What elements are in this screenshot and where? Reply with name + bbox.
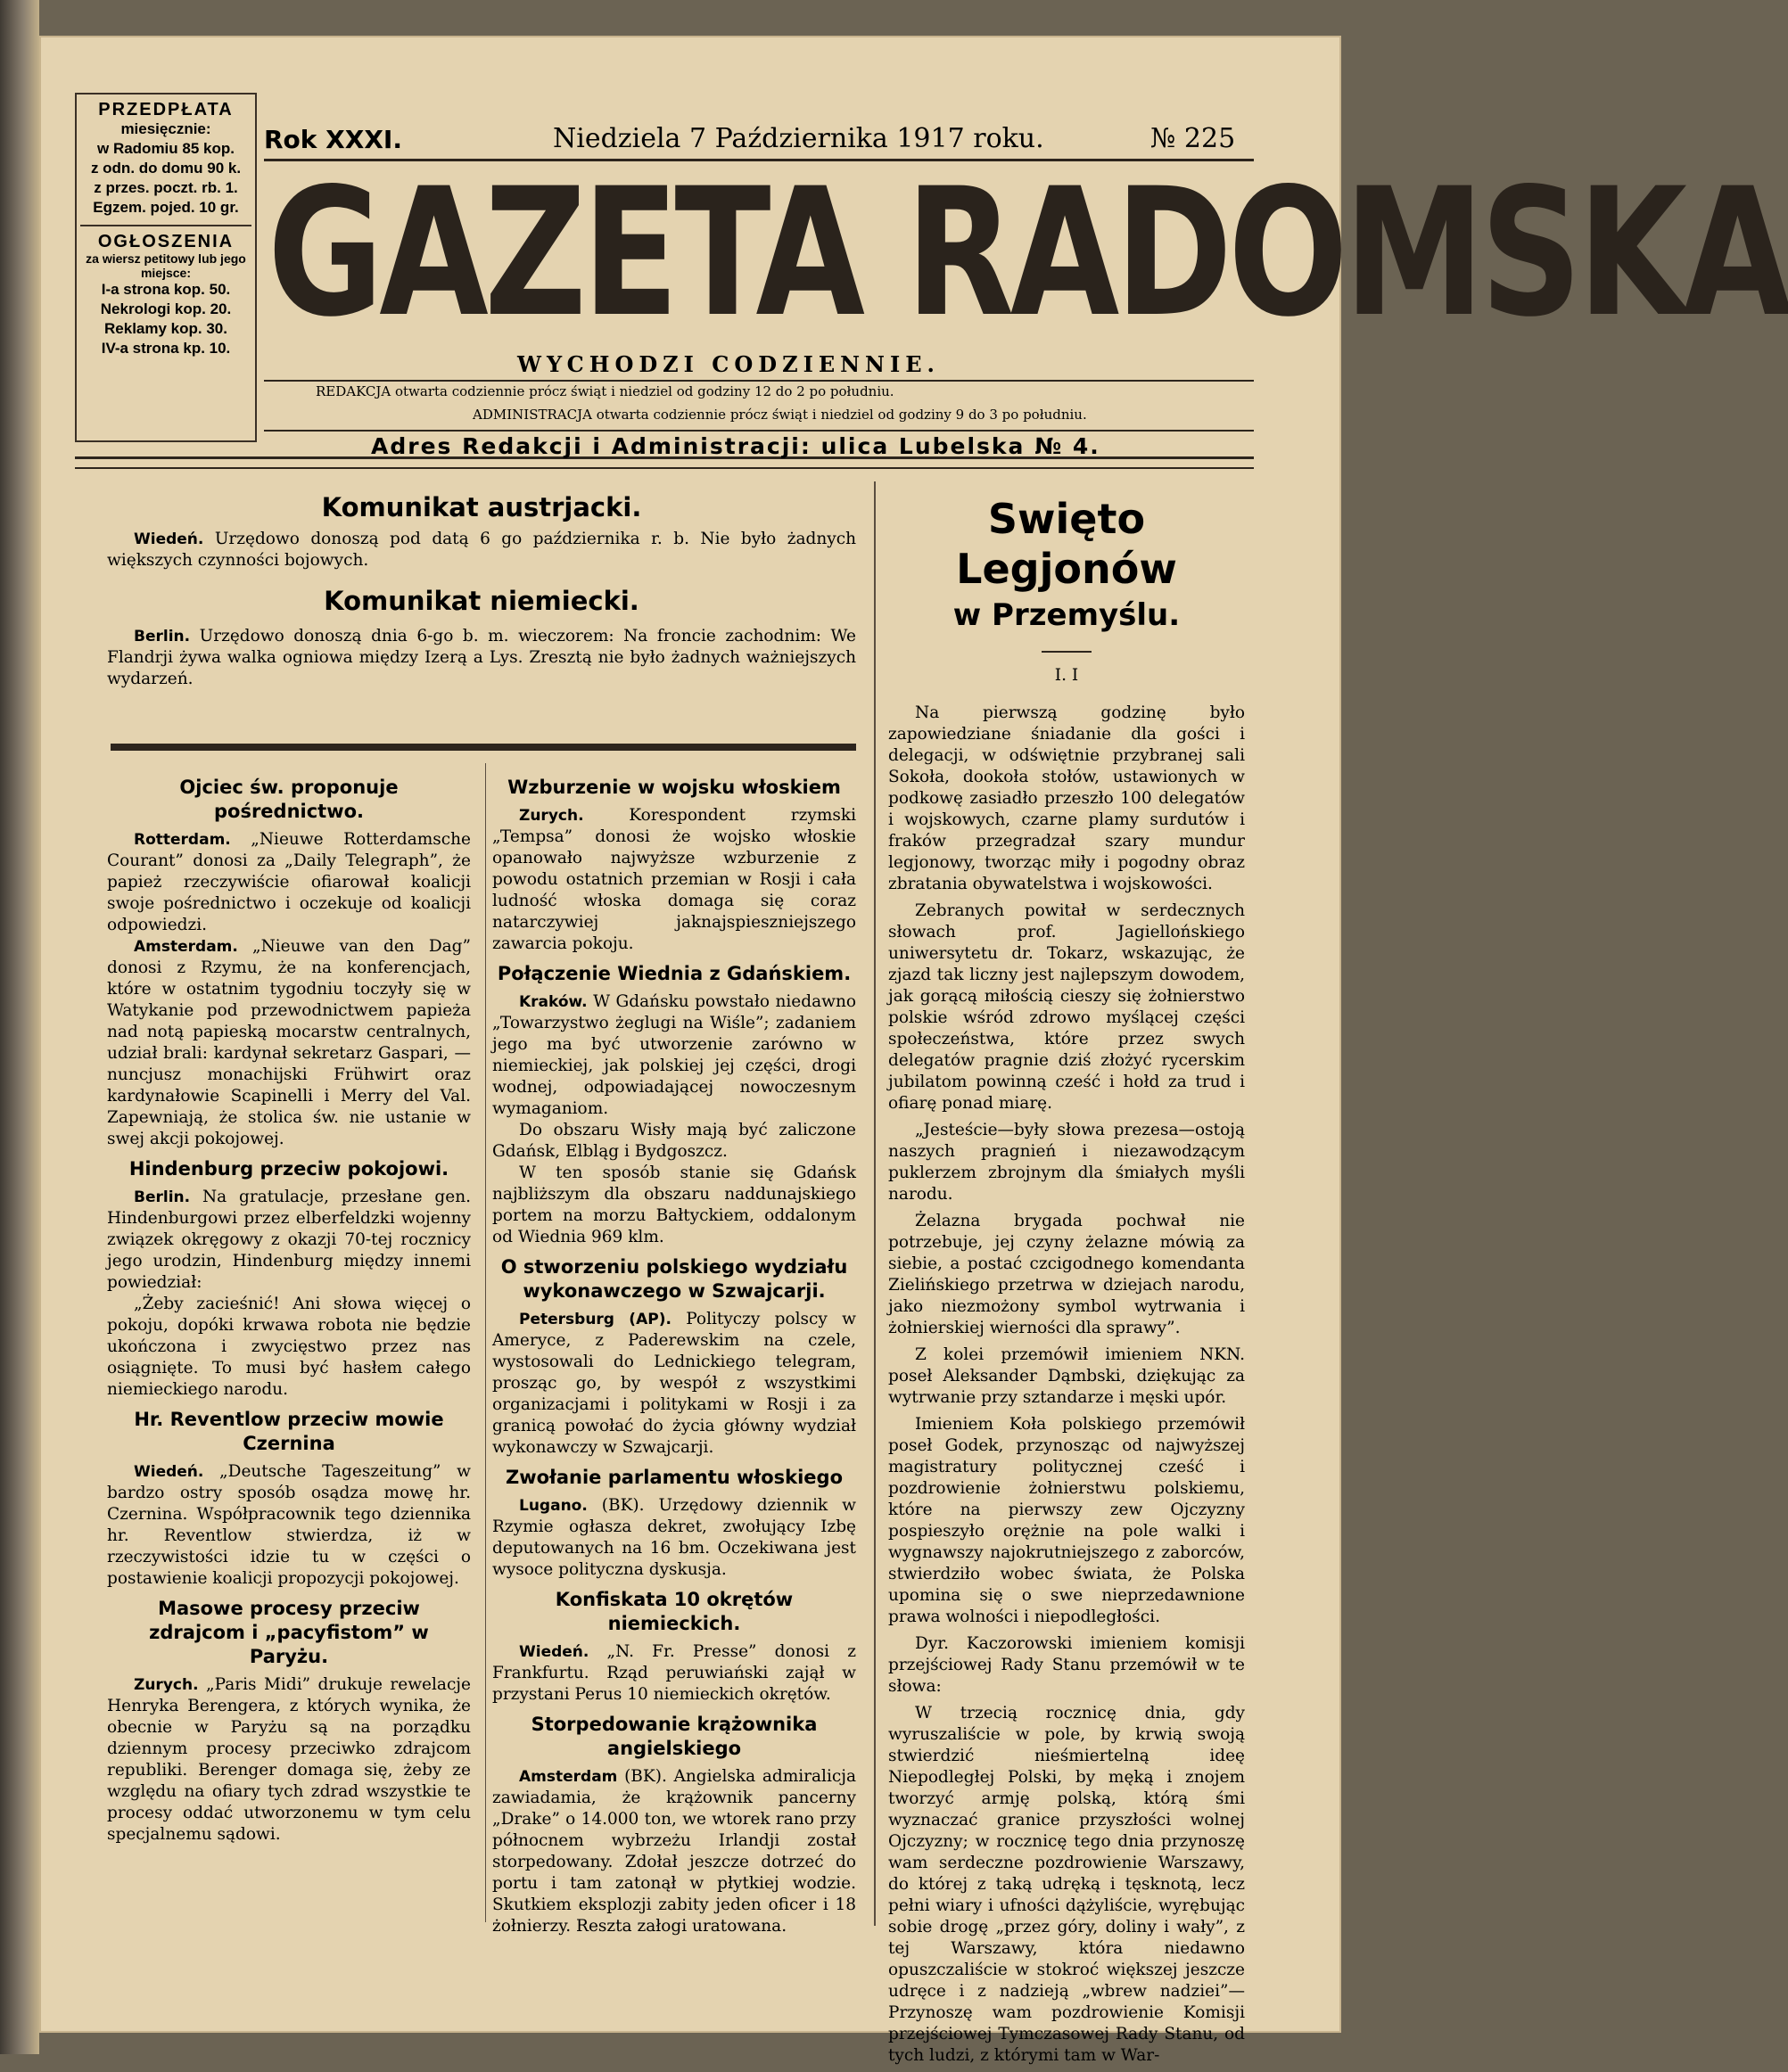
headline-german: Komunikat niemiecki. [324, 586, 639, 616]
masthead-rule-mid [264, 380, 1254, 382]
article-paragraph [107, 1461, 471, 1590]
subscription-box [75, 93, 257, 442]
ads-note: za wiersz petitowy lub jego miejsce: [86, 251, 246, 280]
administracja-hours: ADMINISTRACJA otwarta codziennie prócz świąt i niedziel od godziny 9 do 3 po południu. [473, 407, 1087, 423]
issue-number: № 225 [1150, 123, 1236, 154]
column-2 [492, 769, 856, 1937]
article-headline: Hr. Reventlow przeciw mowie Czernina [134, 1409, 444, 1454]
article-dateline: Wiedeń. [134, 1463, 204, 1481]
issue-date: Niedziela 7 Października 1917 roku. [553, 123, 1044, 154]
article-text: Do obszaru Wisły mają być zaliczone Gdańsk, Elbląg i Bydgoszcz. [492, 1121, 856, 1161]
dateline-berlin: Berlin. [134, 628, 191, 645]
article-text: Korespondent rzymski „Tempsa” donosi że wojsko włoskie opanowało najwyższe wzburzenie z powodu ostatnich przemian w Rosji i cała ludność włoska domaga się coraz natarczywiej jaknajspieszniejszego zawarcia pokoju. [492, 806, 856, 953]
article-headline: Wzburzenie w wojsku włoskiem [507, 777, 841, 798]
article-text: „N. Fr. Presse” donosi z Frankfurtu. Rząd peruwiański zajął w przystani Perus 10 niemieckich okrętów. [492, 1642, 857, 1704]
masthead-rule-low [264, 430, 1254, 432]
article-paragraph [107, 829, 471, 936]
article-text: (BK). Urzędowy dziennik w Rzymie ogłasza dekret, zwołujący Izbę deputowanych na 16 bm. Oczekiwana jest wysoce polityczna dyskusja. [492, 1496, 856, 1579]
headline-austrian: Komunikat austrjacki. [321, 492, 642, 522]
subscription-line: Egzem. pojed. 10 gr. [93, 199, 239, 216]
article-text: W Gdańsku powstało niedawno „Towarzystwo żeglugi na Wiśle”; zadaniem jego ma być utworzenie zarówno w niemieckiej, jak polskiej jej części, drogi wodnej, odpowiadającej nowoczesnym wymaganiom. [492, 992, 856, 1118]
article-headline: Storpedowanie krążownika angielskiego [531, 1714, 818, 1759]
address-rule-bottom [75, 467, 1254, 469]
ads-line: I-a strona kop. 50. [101, 281, 231, 298]
masthead-subtitle: WYCHODZI CODZIENNIE. [517, 351, 940, 377]
article-dateline: Wiedeń. [519, 1643, 589, 1661]
article-dateline: Rotterdam. [134, 831, 231, 849]
article-paragraph [107, 1294, 471, 1401]
article-paragraph [107, 1187, 471, 1294]
column-1 [107, 769, 471, 1846]
article-text: „Nieuwe Rotterdamsche Courant” donosi za „Daily Telegraph”, że papież rzeczywiście ofiarował koalicji swoje pośrednictwo i oczekuje od koalicji odpowiedzi. [107, 830, 471, 934]
article-dateline: Amsterdam. [134, 938, 238, 956]
top-communiques [107, 489, 856, 690]
ads-line: Reklamy kop. 30. [104, 320, 227, 337]
article-headline: Masowe procesy przeciw zdrajcom i „pacyfistom” w Paryżu. [149, 1598, 429, 1667]
column-divider-middle [485, 763, 486, 1922]
section-rule-thick [111, 744, 856, 751]
article-headline: Połączenie Wiednia z Gdańskiem. [497, 963, 852, 984]
subscription-title: PRZEDPŁATA [98, 100, 234, 119]
article-headline: Ojciec św. proponuje pośrednictwo. [179, 777, 399, 822]
article-headline: Hindenburg przeciw pokojowi. [128, 1158, 449, 1180]
ads-line: IV-a strona kp. 10. [101, 340, 231, 357]
article-dateline: Amsterdam [519, 1768, 618, 1786]
article-headline: Zwołanie parlamentu włoskiego [505, 1467, 843, 1488]
article-text: „Paris Midi” drukuje rewelacje Henryka Berengera, z których wynika, że obecnie w Paryżu są na porządku dziennym procesy przeciwko zdrajcom republiki. Berenger domaga się, żeby ze względu na ofiary tych zdrad wszystkie te procesy oddać utworzonemu w tym celu specjalnemu sądowi. [107, 1675, 471, 1844]
subscription-line: w Radomiu 85 kop. [97, 140, 235, 157]
article-paragraph: Żelazna brygada pochwał nie potrzebuje, jej czyny żelazne mówią za siebie, a postać czcigodnego komendanta Zielińskiego przetrwa w dziejach narodu, jako niezmożony symbol wytrwania i żołnierskiej wierności dla sprawy”. [888, 1212, 1245, 1337]
article-paragraph [107, 936, 471, 1150]
article-paragraph: Na pierwszą godzinę było zapowiedziane śniadanie dla gości i delegacji, w odświętnie przybranej sali Sokoła, dookoła stołów, ustawionych w podkowę zasiadło przeszło 100 delegatów i wojskowych, czarne plamy surdutów i fraków przegradzał szary mundur legjonowy, tworząc miły i pogodny obraz zbratania obywatelstwa i wojskowości. [888, 703, 1245, 893]
article-text: „Deutsche Tageszeitung” w bardzo ostry sposób osądza mowę hr. Czernina. Współpracownik tego dziennika hr. Reventlow stwierdza, iż w rzeczywistości idzie tu w części o postawienie koalicji propozycji pokojowej. [107, 1462, 471, 1588]
subscription-line: miesięcznie: [120, 120, 211, 137]
column-right [888, 494, 1245, 2072]
column-divider-right [874, 481, 876, 1926]
ads-lines [77, 280, 255, 358]
article-paragraph [492, 1163, 856, 1248]
article-paragraph: Z kolei przemówił imieniem NKN. poseł Aleksander Dąmbski, dziękując za wytrwanie przy sztandarze i męski upór. [888, 1345, 1245, 1407]
article-dateline: Kraków. [519, 993, 588, 1011]
subscription-line: z odn. do domu 90 k. [90, 160, 242, 177]
ads-line: Nekrologi kop. 20. [100, 300, 232, 317]
article-headline: Konfiskata 10 okrętów niemieckich. [555, 1589, 794, 1634]
article-paragraph [492, 1309, 856, 1459]
article-text: W ten sposób stanie się Gdańsk najbliższym dla obszaru naddunajskiego portem na morzu Bałtyckiem, oddalonym od Wiednia 969 klm. [492, 1163, 856, 1246]
article-paragraph [492, 1120, 856, 1163]
redakcja-hours: REDAKCJA otwarta codziennie prócz świąt i niedziel od godziny 12 do 2 po południu. [316, 383, 894, 399]
article-text: (BK). Angielska admiralicja zawiadamia, że krążownik pancerny „Drake” o 14.000 ton, we wtorek rano przy północnem wybrzeżu Irlandji został storpedowany. Zdołał jeszcze dotrzeć do portu i tam zatonął w płytkiej wodzie. Skutkiem eksplozji zabity jeden oficer i 18 żołnierzy. Reszta załogi uratowana. [492, 1767, 856, 1936]
article-paragraph: „Jesteście—były słowa prezesa—ostoją naszych pragnień i niezawodzącym puklerzem zbrojnym dla śmiałych myśli narodu. [888, 1121, 1245, 1204]
article-paragraph [107, 1674, 471, 1846]
article-text: Polityczy polscy w Ameryce, z Paderewskim na czele, wystosowali do Lednickiego telegram, prosząc go, by wespół z wszystkimi organizacjami i politykami w Rosji i za granicą powołać do życia główny wydział wykonawczy w Szwajcarji. [492, 1310, 856, 1457]
year-label: Rok XXXI. [264, 125, 402, 154]
headline-legions: Swięto Legjonów [956, 495, 1177, 593]
article-paragraph [492, 1495, 856, 1581]
article-dateline: Berlin. [134, 1188, 191, 1206]
article-dateline: Petersburg (AP). [519, 1311, 672, 1328]
ads-title: OGŁOSZENIA [97, 232, 235, 251]
subscription-line: z przes. poczt. rb. 1. [94, 179, 238, 196]
article-paragraph: Imieniem Koła polskiego przemówił poseł Godek, przynosząc od najwyższej magistratury politycznej cześć i pozdrowienie żołnierstwu polskiemu, które na pierwszy zew Ojczyzny pospieszyło orężnie na pole walki i wygnawszy najokrutniejszego z zaborców, stwierdziło wobec świata, że Polska upomina się o swe nieprzedawnione prawa wolności i niepodległości. [888, 1415, 1245, 1626]
legions-article [888, 703, 1245, 2067]
subscription-lines [77, 119, 255, 218]
article-paragraph [492, 1766, 856, 1937]
article-dateline: Lugano. [519, 1497, 588, 1515]
article-dateline: Zurych. [134, 1676, 199, 1694]
headline-przemysl: w Przemyślu. [952, 597, 1181, 633]
article-paragraph: W trzecią rocznicę dnia, gdy wyruszaliście w pole, by krwią swoją stwierdzić nieśmiertelną ideę Niepodległej Polski, by męką i znojem tworzyć armję polską, którą śmi wyznaczać granice przyszłości wolnej Ojczyzny; w rocznicę tego dnia przynoszę wam serdeczne pozdrowienie Warszawy, do której z taką udręką i tęsknotą, lecz pełni wiary i ufności dążyliście, wyrębując sobie drogę „przez góry, doliny i wały”, z tej Warszawy, która niedawno opuszczaliście w stokroć większej jeszcze udręce i z nadzieją „wbrew nadziei”—Przynoszę wam pozdrowienie Komisji przejściowej Tymczasowej Rady Stanu, od tych ludzi, z którymi tam w War- [888, 1704, 1245, 2065]
masthead-title: GAZETA RADOMSKA [268, 150, 1788, 356]
austrian-text: Urzędowo donoszą pod datą 6 go października r. b. Nie było żadnych większych czynności bojowych. [107, 530, 856, 570]
article-paragraph: Dyr. Kaczorowski imieniem komisji przejściowej Rady Stanu przemówił w te słowa: [888, 1634, 1245, 1696]
german-text: Urzędowo donoszą dnia 6-go b. m. wieczorem: Na froncie zachodnim: We Flandrji żywa walka ogniowa między Izerą a Lys. Zresztą nie było żadnych ważniejszych wydarzeń. [107, 627, 856, 688]
section-number: I. I [1054, 666, 1079, 685]
article-dateline: Zurych. [519, 807, 584, 825]
headline-rule [1042, 651, 1092, 653]
article-text: „Nieuwe van den Dag” donosi z Rzymu, że na konferencjach, które w ostatnim tygodniu toczyły się w Watykanie pod przewodnictwem papieża nad notą papieską mocarstw centralnych, udział brali: kardynał sekretarz Gaspari, — nuncjusz monachijski Frühwirt oraz kardynałowie Scapinelli i Merry del Val. Zapewniają, że stolica św. nie ustanie w swej akcji pokojowej. [107, 937, 471, 1148]
article-paragraph: Zebranych powitał w serdecznych słowach prof. Jagiellońskiego uniwersytetu dr. Tokarz, wskazując, że zjazd tak liczny jest najlepszym dowodem, jak gorącą miłością cieszy się żołnierstwo polskie wśród zdrowo myślącej części społeczeństwa, które przez swych delegatów pragnie dziś złożyć rycerskim jubilatom powinną cześć i hołd za trud i ofiarę ponad miarę. [888, 901, 1245, 1113]
address-line: Adres Redakcji i Administracji: ulica Lubelska № 4. [371, 433, 1100, 459]
article-paragraph [492, 1641, 856, 1706]
binding-edge [0, 0, 39, 2054]
dateline-vienna: Wiedeń. [134, 530, 204, 548]
article-text: Na gratulacje, przesłane gen. Hindenburgowi przez elberfeldzki wojenny związek okręgowy z okazji 70-tej rocznicy jego urodzin, Hindenburg między innemi powiedział: [107, 1188, 471, 1292]
article-paragraph [492, 805, 856, 955]
article-paragraph [492, 991, 856, 1120]
article-headline: O stworzeniu polskiego wydziału wykonawczego w Szwajcarji. [500, 1256, 848, 1302]
article-text: „Żeby zacieśnić! Ani słowa więcej o pokoju, dopóki krwawa robota nie będzie ukończona i zwycięstwo przez nas osiągnięte. To musi być hasłem całego niemieckiego narodu. [107, 1295, 471, 1399]
